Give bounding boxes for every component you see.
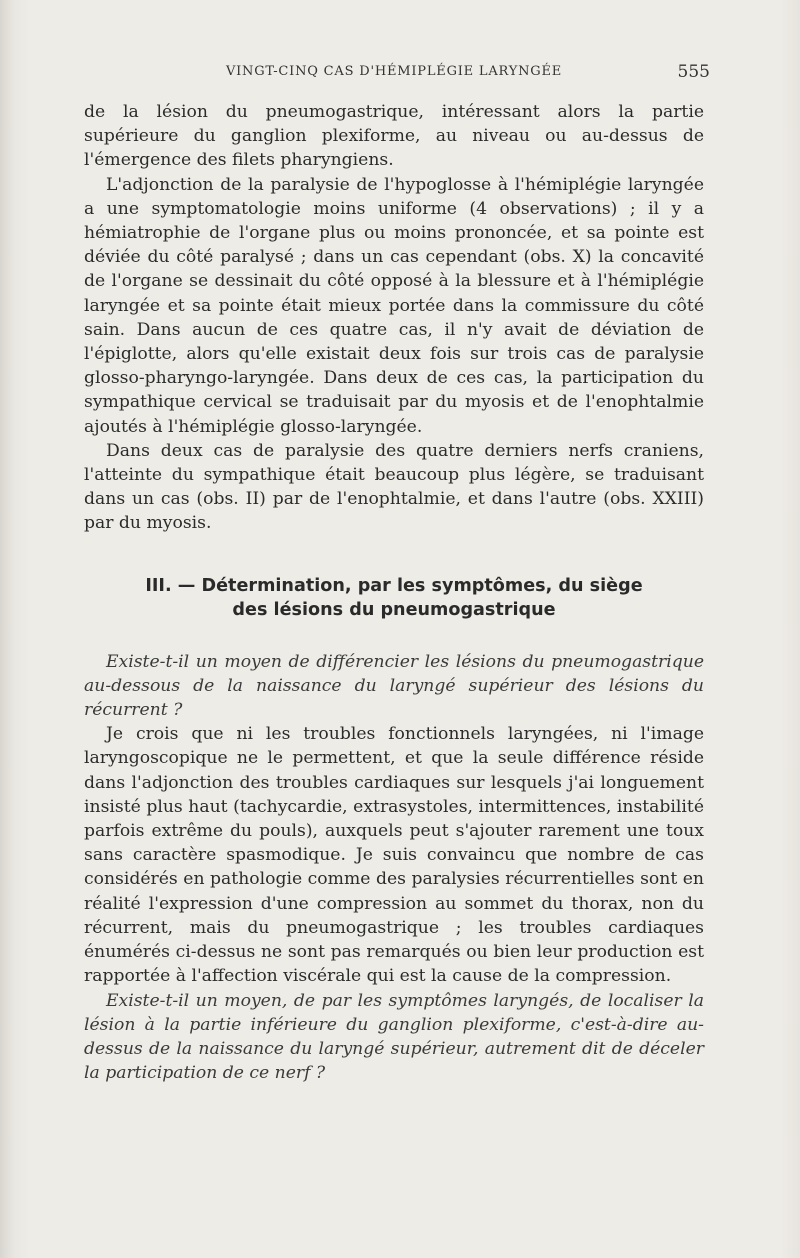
running-head xyxy=(84,62,710,86)
paragraph: L'adjonction de la paralysie de l'hypoglosse à l'hémiplégie laryngée a une symptomatologie moins uniforme (4 observations) ; il y a hémiatrophie de l'organe plus ou moins prononcée, et sa pointe est déviée du côté paralysé ; dans un cas cependant (obs. X) la concavité de l'organe se dessinait du côté opposé à la blessure et à l'hémiplégie laryngée et sa pointe était mieux portée dans la commissure du côté sain. Dans aucun de ces quatre cas, il n'y avait de déviation de l'épiglotte, alors qu'elle existait deux fois sur trois cas de paralysie glosso-pharyngo-laryngée. Dans deux de ces cas, la participation du sympathique cervical se traduisait par du myosis et de l'enophtalmie ajoutés à l'hémiplégie glosso-laryngée. xyxy=(84,174,704,437)
section-title xyxy=(84,574,704,622)
running-title: VINGT-CINQ CAS D'HÉMIPLÉGIE LARYNGÉE xyxy=(225,64,563,79)
paragraph: Je crois que ni les troubles fonctionnels laryngées, ni l'image laryngoscopique ne le permettent, et que la seule différence réside dans l'adjonction des troubles cardiaques sur lesquels j'ai longuement insisté plus haut (tachycardie, extrasystoles, intermittences, instabilité parfois extrême du pouls), auxquels peut s'ajouter rarement une toux sans caractère spasmodique. Je suis convaincu que nombre de cas considérés en pathologie comme des paralysies récurrentielles sont en réalité l'expression d'une compression au sommet du thorax, non du récurrent, mais du pneumogastrique ; les troubles cardiaques énumérés ci-dessus ne sont pas remarqués ou bien leur production est rapportée à l'affection viscérale qui est la cause de la compression. xyxy=(84,724,704,987)
question-paragraph: Existe-t-il un moyen, de par les symptômes laryngés, de localiser la lésion à la partie inférieure du ganglion plexiforme, c'est-à-dire au-dessus de la naissance du laryngé supérieur, autrement dit de déceler la participation de ce nerf ? xyxy=(84,990,704,1084)
question-paragraph: Existe-t-il un moyen de différencier les lésions du pneumogastrique au-dessous de la naissance du laryngé supérieur des lésions du récurrent ? xyxy=(84,651,704,721)
section-title-line: des lésions du pneumogastrique xyxy=(232,599,556,620)
paragraph: de la lésion du pneumogastrique, intéressant alors la partie supérieure du ganglion plexiforme, au niveau ou au-dessus de l'émergence des filets pharyngiens. xyxy=(84,102,704,171)
paragraph: Dans deux cas de paralysie des quatre derniers nerfs craniens, l'atteinte du sympathique était beaucoup plus légère, se traduisant dans un cas (obs. II) par de l'enophtalmie, et dans l'autre (obs. XXIII) par du myosis. xyxy=(84,440,704,534)
section-title-line: III. — Détermination, par les symptômes, du siège xyxy=(145,575,643,596)
body-text xyxy=(84,100,704,1085)
page-number: 555 xyxy=(677,62,710,82)
